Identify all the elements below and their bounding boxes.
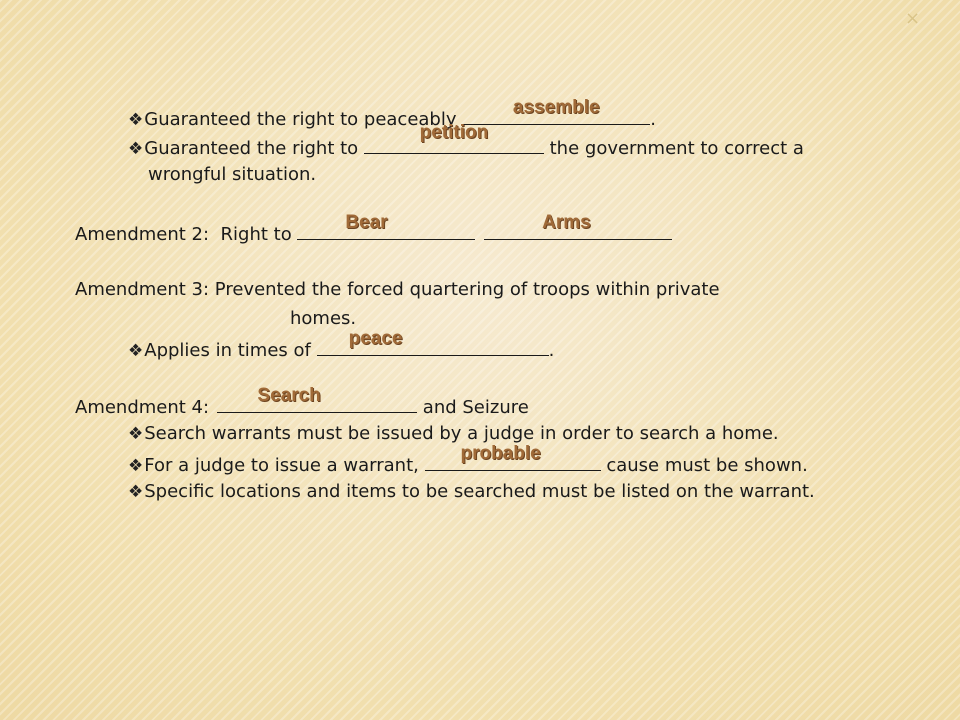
diamond-bullet-icon: ❖ — [128, 424, 144, 444]
blank-bear — [297, 212, 475, 240]
blank-arms — [484, 212, 672, 240]
answer-probable: probable — [460, 443, 541, 464]
line-search-warrants: ❖Search warrants must be issued by a judge in order to search a home. — [128, 423, 779, 444]
line-probable: ❖For a judge to issue a warrant, probable cause must be shown. — [128, 443, 808, 476]
diamond-bullet-icon: ❖ — [128, 110, 144, 130]
diamond-bullet-icon: ❖ — [128, 482, 144, 502]
line-amendment-3: Amendment 3: Prevented the forced quartering of troops within private — [75, 279, 720, 300]
blank-petition — [364, 122, 544, 154]
blank-search — [217, 385, 417, 413]
blank-probable — [425, 443, 601, 471]
answer-search: Search — [257, 385, 321, 406]
answer-bear: Bear — [345, 212, 388, 233]
line-homes: homes. — [290, 308, 357, 329]
amendment-2-label: Amendment 2: — [75, 224, 210, 245]
amendment-4-label: Amendment 4: — [75, 397, 210, 418]
line-peace: ❖Applies in times of peace . — [128, 328, 555, 361]
diamond-bullet-icon: ❖ — [128, 341, 144, 361]
line-specific-locations: ❖Specific locations and items to be searched must be listed on the warrant. — [128, 481, 815, 502]
diamond-bullet-icon: ❖ — [128, 139, 144, 159]
answer-peace: peace — [348, 328, 403, 349]
answer-arms: Arms — [542, 212, 591, 233]
answer-petition: petition — [419, 122, 489, 143]
amendment-3-label: Amendment 3: — [75, 279, 210, 300]
answer-assemble: assemble — [512, 97, 600, 118]
line-assemble: ❖Guaranteed the right to peaceably assemble . — [128, 97, 656, 130]
blank-peace — [317, 328, 549, 356]
line-petition: ❖Guaranteed the right to petition the government to correct a — [128, 122, 804, 159]
decorative-x-icon: × — [905, 8, 921, 29]
line-amendment-2: Amendment 2: Right to Bear Arms — [75, 221, 672, 246]
diamond-bullet-icon: ❖ — [128, 456, 144, 476]
line-amendment-4: Amendment 4: Search and Seizure — [75, 385, 529, 418]
line-wrongful-situation: wrongful situation. — [148, 164, 317, 185]
